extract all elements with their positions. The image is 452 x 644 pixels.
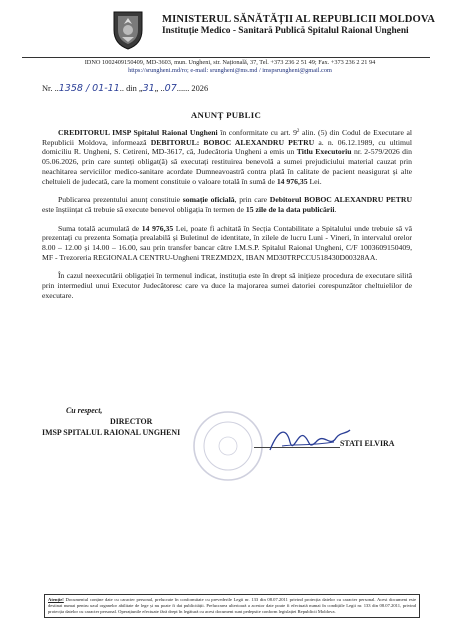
debtor-name: DEBITORUL: BOBOC ALEXANDRU PETRU: [150, 137, 315, 147]
article-superscript: 2: [296, 129, 300, 134]
total-amount-2: 14 976,35: [141, 223, 174, 233]
nr-value: 1358 / 01-11: [58, 83, 120, 94]
institution-name: Instituție Medico - Sanitară Publică Spitalul Raional Ungheni: [162, 26, 409, 36]
p1-text-c: alin. (5) din Codul de Executare al Republicii Moldova, informează: [42, 128, 412, 147]
p2-text-e: este înștiințat că trebuie să execute benevol obligația în termen de: [42, 204, 246, 214]
document-title: ANUNȚ PUBLIC: [190, 110, 262, 120]
contact-info: [30, 59, 430, 75]
letterhead: [42, 0, 436, 58]
p2-text-a: Publicarea prezentului anunț constituie: [58, 195, 183, 205]
moldova-coat-of-arms-icon: [110, 8, 146, 50]
debtor-name-2: Debitorul BOBOC ALEXANDRU PETRU: [269, 195, 412, 205]
official-summons: somație oficială: [182, 195, 235, 205]
official-stamp-icon: [192, 410, 264, 482]
p1-text-b: în conformitate cu art. 9: [217, 128, 297, 137]
reference-number: Nr. ..1358 / 01-11.. din „31„ ..07...... 2026: [42, 83, 209, 94]
paragraph-enforcement: În cazul neexecutării obligației în termenul indicat, instituția este în drept să inițieze procedura de executare silită prin intermediul unui Executor Judecătoresc care va duce la majorarea sumei datoriei corespunzător cheltuielilor de executare.: [42, 271, 412, 300]
ministry-name: MINISTERUL SĂNĂTĂȚII AL REPUBLICII MOLDOVA: [162, 14, 436, 25]
signer-name: STATI ELVIRA: [340, 439, 395, 448]
signature-block: [42, 406, 422, 448]
paragraph-payment: [42, 224, 412, 263]
signer-role: DIRECTOR: [110, 417, 153, 426]
p3-text-a: Suma totală acumulată de: [58, 223, 142, 233]
creditor-name: CREDITORUL IMSP Spitalul Raional Ungheni: [58, 128, 218, 137]
deadline: 15 zile de la data publicării: [245, 204, 335, 214]
date-month: 07: [164, 83, 177, 94]
p2-text-c: , prin care: [234, 195, 270, 205]
paragraph-summons: [42, 195, 412, 214]
din-label: din: [126, 84, 137, 93]
document-body: [42, 128, 412, 310]
nr-label: Nr.: [42, 84, 53, 93]
paragraph-creditor: [42, 128, 412, 186]
contact-line-address: IDNO 1002409150409, MD-3603, mun. Ungheni, str. Națională, 37, Tel. +373 236 2 51 49; Fax. +373 236 2 21 94: [84, 59, 376, 66]
privacy-notice: [44, 594, 420, 618]
executory-title: Titlu Executoriu: [296, 147, 352, 157]
p1-text-g: nr. 2-579/2026 din 05.06.2026, prin care sunteți obligat(ă) să executați restituirea benevolă a sumei prejudiciului material cauzat prin neachitarea serviciilor medico-sanitare acordate Dumneavoastră contra plată în calitate de pacient neasigurat și alte cheltuieli de judecată, care la moment constituie o valoare totală în sumă de: [42, 147, 412, 186]
closing-respect: Cu respect,: [66, 406, 103, 415]
p1-text-e: a. n. 06.12.1989, cu ultimul domiciliu R. Ungheni, S. Cetireni, MD-3617, că, Judecătoria Ungheni a emis un: [42, 137, 412, 157]
privacy-notice-label: Atenție!: [48, 597, 64, 602]
p3-text-c: Lei, poate fi achitată în Secția Contabilitate a Spitalului unde trebuie să vă prezentați cu prezenta Somația prealabilă și Buletinul de identitate, în zilele de lucru Luni - Vineri, în intervalul orelor 8.00 – 12.00 și 14.00 – 16.00, sau prin transfer bancar către I.M.S.P. Spitalul Raional Ungheni, C/F 1003609150409, MF - Trezoreria REGIONALA CENTRU-Ungheni TREZMD2X, IBAN MD30TRPCCU518430D00328AA.: [42, 223, 413, 262]
total-amount: 14 976,35: [276, 176, 308, 186]
privacy-notice-text: Documentul conține date cu caracter personal, prelucrate în conformitate cu prevederile Legii nr. 133 din 08.07.2011 privind protecția datelor cu caracter personal. Acest document este destinat numai pentru uzul organelor abilitate de lege și nu poate fi dat publicității. Prelucrarea ulterioară a acestor date poate fi efectuată numai în condițiile Legii nr. 133 din 08.07.2011, privind protecția datelor cu caracter personal. Operațiunile efectuate fără drept în legătură cu acest document sunt pedepsite conform legislației Republicii Moldova.: [48, 597, 416, 614]
date-year: 2026: [191, 84, 209, 93]
p1-text-i: Lei.: [307, 176, 322, 186]
header-divider: [22, 57, 430, 58]
contact-line-web: https://srungheni.md/ro; e-mail: srungheni@ms.md / imspsrungheni@gmail.com: [128, 67, 332, 74]
date-day: 31: [142, 83, 155, 94]
p2-text-g: .: [334, 204, 337, 214]
signer-organization: IMSP SPITALUL RAIONAL UNGHENI: [42, 428, 181, 437]
